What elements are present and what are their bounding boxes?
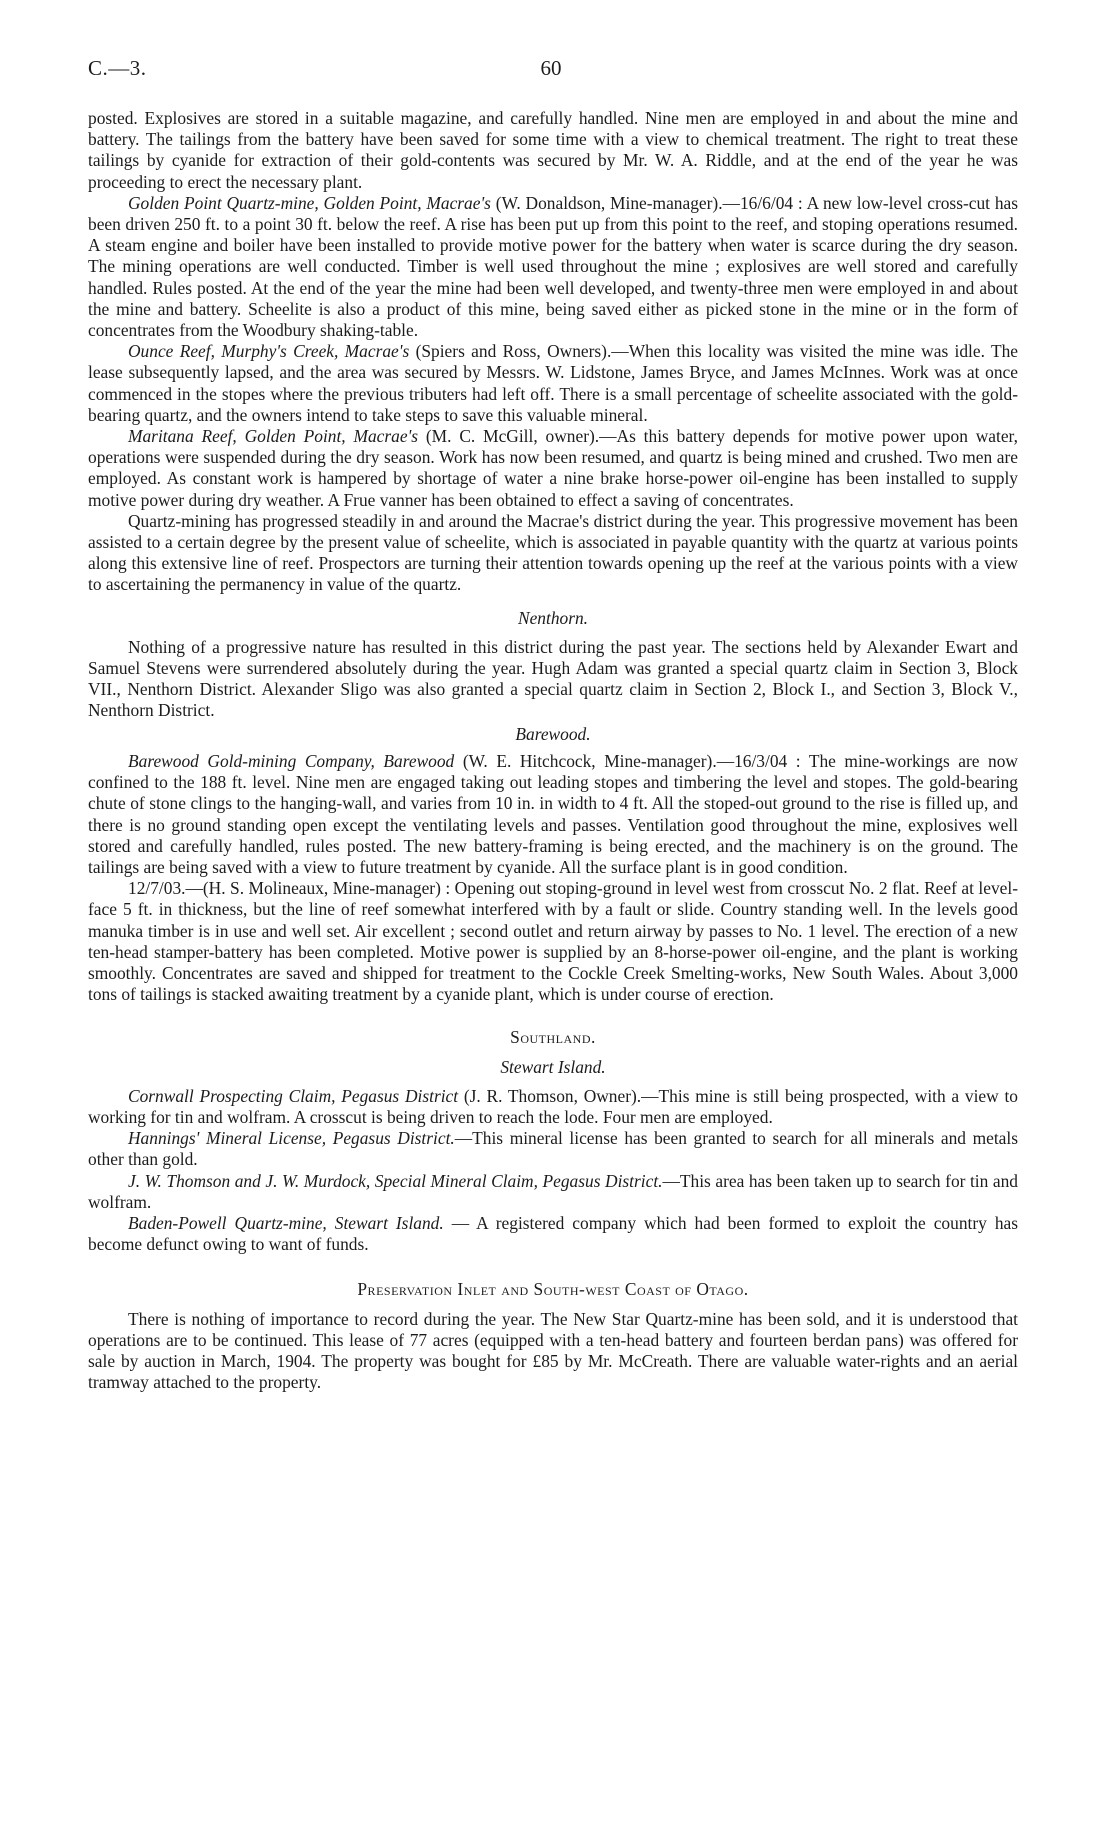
mine-title: Hannings' Mineral License, Pegasus District. bbox=[128, 1128, 455, 1149]
paragraph-thomson-murdock bbox=[88, 1171, 1018, 1213]
paragraph-text: (M. C. McGill, owner).—As this battery depends for motive power upon water, operations were suspended during the dry season. Work has now been resumed, and quartz is being mined and crushed. Two men are employed. As constant work is hampered by shortage of water a nine brake horse-power oil-engine has been installed to supply motive power during dry weather. A Frue vanner has been obtained to effect a saving of concentrates. bbox=[88, 426, 1018, 510]
paragraph-barewood-1903: 12/7/03.—(H. S. Molineaux, Mine-manager) : Opening out stoping-ground in level west from crosscut No. 2 flat. Reef at level-face 5 ft. in thickness, but the line of reef somewhat interfered with by a fault or slide. Country standing well. In the levels good manuka timber is in use and well set. Air excellent ; second outlet and return airway by passes to No. 1 level. The erection of a new ten-head stamper-battery has been completed. Motive power is supplied by an 8-horse-power oil-engine, and the plant is working smoothly. Concentrates are saved and shipped for treatment to the Cockle Creek Smelting-works, New South Wales. About 3,000 tons of tailings is stacked awaiting treatment by a cyanide plant, which is under course of erection. bbox=[88, 878, 1018, 1005]
paragraph-preservation-inlet: There is nothing of importance to record during the year. The New Star Quartz-mine has been sold, and it is understood that operations are to be continued. This lease of 77 acres (equipped with a ten-head battery and fourteen berdan pans) was offered for sale by auction in March, 1904. The property was bought for £85 by Mr. McCreath. There are valuable water-rights and an aerial tramway attached to the property. bbox=[88, 1308, 1018, 1393]
paragraph-ounce-reef bbox=[88, 341, 1018, 426]
mine-title: Cornwall Prospecting Claim, Pegasus District bbox=[128, 1085, 459, 1106]
paragraph-quartz-mining: Quartz-mining has progressed steadily in and around the Macrae's district during the year. This progressive movement has been assisted to a certain degree by the present value of scheelite, which is associated in payable quantity with the quartz at various points along this extensive line of reef. Prospectors are turning their attention towards opening up the reef at the various points with a view to ascertaining the permanency in value of the quartz. bbox=[88, 510, 1018, 595]
paragraph-text: —This mineral license has been granted to search for all minerals and metals other than gold. bbox=[88, 1128, 1018, 1170]
page-header bbox=[88, 56, 1014, 84]
mine-title: Barewood Gold-mining Company, Barewood bbox=[128, 750, 455, 771]
paragraph-hannings bbox=[88, 1128, 1018, 1170]
section-heading-nenthorn: Nenthorn. bbox=[517, 607, 589, 628]
section-heading-stewart-island: Stewart Island. bbox=[500, 1056, 606, 1077]
paragraph-continuation: posted. Explosives are stored in a suitable magazine, and carefully handled. Nine men are employed in and about the mine and battery. The tailings from the battery have been saved for some time with a view to chemical treatment. The right to treat these tailings by cyanide for extraction of their gold-contents was secured by Mr. W. A. Riddle, and at the end of the year he was proceeding to erect the necessary plant. bbox=[88, 108, 1018, 192]
paragraph-text: — A registered company which had been formed to exploit the country has become defunct owing to want of funds. bbox=[88, 1212, 1019, 1255]
paragraph-golden-point bbox=[88, 193, 1018, 341]
document-body bbox=[88, 108, 1018, 1393]
page-number: 60 bbox=[540, 56, 562, 80]
section-heading-southland: Southland. bbox=[510, 1027, 596, 1048]
paragraph-baden-powell bbox=[88, 1213, 1018, 1255]
paragraph-barewood-company bbox=[88, 751, 1018, 878]
mine-title: J. W. Thomson and J. W. Murdock, Special Mineral Claim, Pegasus District. bbox=[128, 1170, 663, 1191]
mine-title: Baden-Powell Quartz-mine, Stewart Island. bbox=[128, 1212, 444, 1233]
mine-title: Ounce Reef, Murphy's Creek, Macrae's bbox=[128, 341, 410, 362]
section-heading-preservation-inlet: Preservation Inlet and South-west Coast of Otago. bbox=[357, 1279, 749, 1300]
paragraph-text: (Spiers and Ross, Owners).—When this locality was visited the mine was idle. The lease subsequently lapsed, and the area was secured by Messrs. W. Lidstone, James Bryce, and James McInnes. Work was at once commenced in the stopes where the previous tributers had left off. There is a small percentage of scheelite associated with the gold-bearing quartz, and the owners intend to take steps to save this valuable mineral. bbox=[88, 341, 1018, 425]
paragraph-text: (J. R. Thomson, Owner).—This mine is still being prospected, with a view to working for tin and wolfram. A crosscut is being driven to reach the lode. Four men are employed. bbox=[88, 1085, 1018, 1127]
page-reference: C.—3. bbox=[88, 56, 147, 80]
section-heading-barewood: Barewood. bbox=[515, 723, 591, 744]
paragraph-text: (W. Donaldson, Mine-manager).—16/6/04 : A new low-level cross-cut has been driven 250 ft. to a point 30 ft. below the reef. A rise has been put up from this point to the reef, and stoping operations resumed. A steam engine and boiler have been installed to provide motive power for the battery when water is scarce during the dry season. The mining operations are well conducted. Timber is well used throughout the mine ; explosives are well stored and carefully handled. Rules posted. At the end of the year the mine had been well developed, and twenty-three men were employed in and about the mine and battery. Scheelite is also a product of this mine, being saved either as picked stone in the mine or in the form of concentrates from the Woodbury shaking-table. bbox=[88, 192, 1018, 341]
paragraph-maritana-reef bbox=[88, 426, 1018, 511]
paragraph-nenthorn: Nothing of a progressive nature has resulted in this district during the past year. The sections held by Alexander Ewart and Samuel Stevens were surrendered absolutely during the year. Hugh Adam was granted a special quartz claim in Section 3, Block VII., Nenthorn District. Alexander Sligo was also granted a special quartz claim in Section 2, Block I., and Section 3, Block V., Nenthorn District. bbox=[88, 636, 1018, 721]
paragraph-text: (W. E. Hitchcock, Mine-manager).—16/3/04 : The mine-workings are now confined to the 188 ft. level. Nine men are engaged taking out leading stopes and timbering the level and stopes. The gold-bearing chute of stone clings to the hanging-wall, and varies from 10 in. in width to 4 ft. All the stoped-out ground to the rise is filled up, and there is no ground standing open except the ventilating levels and passes. Ventilation good throughout the mine, explosives well stored and carefully handled, rules posted. The new battery-framing is being erected, and the machinery is on the ground. The tailings are being saved with a view to future treatment by cyanide. All the surface plant is in good condition. bbox=[88, 750, 1018, 877]
mine-title: Golden Point Quartz-mine, Golden Point, Macrae's bbox=[128, 192, 491, 213]
paragraph-text: —This area has been taken up to search for tin and wolfram. bbox=[88, 1170, 1018, 1212]
mine-title: Maritana Reef, Golden Point, Macrae's bbox=[128, 426, 419, 447]
paragraph-cornwall bbox=[88, 1086, 1018, 1128]
